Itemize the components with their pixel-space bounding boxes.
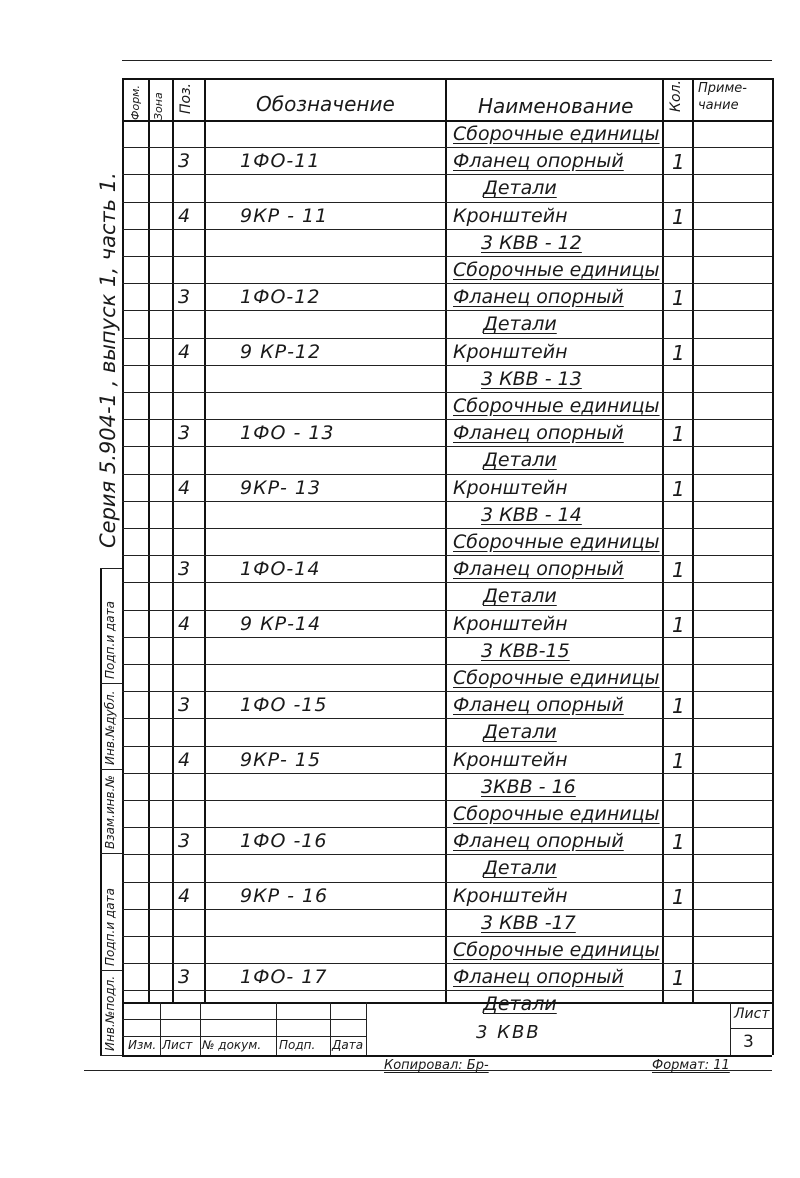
row-divider [122,664,772,665]
row-divider [122,147,772,148]
row-qty: 1 [672,830,685,855]
stamp-column-divider [160,1002,161,1055]
row-divider [122,882,772,883]
stamp-col-label: № докум. [202,1038,262,1052]
row-name: 3 КВВ - 14 [481,503,582,526]
column-divider-desig [204,78,206,1002]
row-qty: 1 [672,340,685,365]
row-pos: 3 [178,694,191,717]
row-divider [122,800,772,801]
doc-code: 3 КВВ [476,1022,541,1043]
row-name: 3 КВВ - 13 [481,367,582,390]
strip-label-inv_podl: Инв.№подл. [103,975,117,1051]
header-zone: Зона [152,92,165,120]
row-qty: 1 [672,286,685,311]
strip-label-podp_data_1: Подп.и дата [103,601,117,679]
row-designation: 1ФО - 13 [240,422,335,445]
column-divider-name [445,78,447,1002]
row-divider [122,365,772,366]
row-divider [122,338,772,339]
row-divider [122,773,772,774]
format-label: Формат: 11 [652,1058,730,1073]
row-designation: 1ФО -15 [240,694,328,717]
row-designation: 1ФО- 17 [240,966,328,989]
row-divider [122,746,772,747]
row-designation: 1ФО-11 [240,150,321,173]
row-name: Кронштейн [453,476,568,499]
row-qty: 1 [672,748,685,773]
stamp-col-label: Дата [332,1038,364,1052]
stamp-column-divider [330,1002,331,1055]
row-divider [122,392,772,393]
strip-divider [100,568,122,569]
row-designation: 9КР- 15 [240,748,322,771]
strip-divider [100,970,122,971]
row-name: Кронштейн [453,884,568,907]
row-pos: 3 [178,558,191,581]
frame-top-line [122,60,772,61]
header-name: Наименование [478,94,634,118]
row-name: Кронштейн [453,612,568,635]
row-designation: 9 КР-12 [240,340,322,363]
header-designation: Обозначение [256,92,395,116]
row-pos: 3 [178,150,191,173]
row-pos: 4 [178,884,191,907]
row-divider [122,202,772,203]
row-qty: 1 [672,884,685,909]
row-divider [122,909,772,910]
table-right-border [772,78,774,1055]
row-name: Детали [483,857,557,880]
row-designation: 1ФО-12 [240,286,321,309]
row-name: Фланец опорный [453,422,624,445]
row-name: Фланец опорный [453,830,624,853]
row-divider [122,501,772,502]
strip-divider [100,683,122,684]
row-name: Сборочные единицы [453,395,660,417]
stamp-sheet-divider [730,1002,731,1055]
row-name: Детали [483,313,557,336]
row-designation: 9КР - 11 [240,204,329,227]
strip-label-podp_data_2: Подп.и дата [103,888,117,966]
row-name: Детали [483,721,557,744]
row-pos: 4 [178,748,191,771]
stamp-column-divider [276,1002,277,1055]
row-qty: 1 [672,204,685,229]
stamp-top-border [122,1002,772,1004]
strip-divider [100,853,122,854]
series-caption: Серия 5.904-1 , выпуск 1, часть 1. [96,172,120,548]
stamp-col-label: Изм. [128,1038,157,1052]
header-format: Форм. [129,85,142,120]
row-name: Сборочные единицы [453,803,660,825]
row-pos: 3 [178,422,191,445]
row-name: Детали [483,449,557,472]
row-designation: 9КР- 13 [240,476,322,499]
row-name: Сборочные единицы [453,259,660,281]
row-pos: 3 [178,830,191,853]
row-pos: 4 [178,612,191,635]
row-name: Фланец опорный [453,966,624,989]
row-name: 3КВВ - 16 [481,775,576,798]
sheet-label: Лист [734,1006,770,1022]
row-divider [122,256,772,257]
row-qty: 1 [672,966,685,991]
row-name: Детали [483,177,557,200]
strip-label-vzam_inv: Взам.инв.№ [103,775,117,849]
column-divider-zone [148,78,150,1002]
row-designation: 9КР - 16 [240,884,329,907]
header-bottom-border [122,120,772,122]
row-divider [122,936,772,937]
row-name: Сборочные единицы [453,667,660,689]
row-qty: 1 [672,558,685,583]
strip-label-inv_dubl: Инв.№дубл. [103,690,117,765]
column-divider-pos [172,78,174,1002]
row-pos: 4 [178,204,191,227]
row-name: Сборочные единицы [453,531,660,553]
stamp-col-label: Лист [162,1038,193,1052]
row-divider [122,827,772,828]
row-divider [122,229,772,230]
row-divider [122,555,772,556]
row-qty: 1 [672,612,685,637]
stamp-column-divider [366,1002,367,1055]
stamp-column-divider [200,1002,201,1055]
row-name: Сборочные единицы [453,123,660,145]
row-designation: 1ФО-14 [240,558,321,581]
row-divider [122,474,772,475]
column-divider-note [692,78,694,1002]
strip-divider [100,1055,122,1056]
row-name: Фланец опорный [453,286,624,309]
row-pos: 3 [178,966,191,989]
row-qty: 1 [672,694,685,719]
row-qty: 1 [672,476,685,501]
row-divider [122,610,772,611]
header-note: Приме- чание [698,81,747,113]
row-name: Детали [483,993,557,1016]
row-divider [122,963,772,964]
copied-by: Копировал: Бр- [384,1058,489,1073]
strip-outer-border [100,568,102,1055]
row-designation: 9 КР-14 [240,612,322,635]
row-qty: 1 [672,150,685,175]
row-name: 3 КВВ -17 [481,911,576,934]
row-designation: 1ФО -16 [240,830,328,853]
row-pos: 3 [178,286,191,309]
row-divider [122,691,772,692]
stamp-sheet-line [730,1028,772,1029]
stamp-bottom-border [122,1055,772,1057]
header-pos: Поз. [178,83,194,114]
strip-divider [100,769,122,770]
row-pos: 4 [178,476,191,499]
row-divider [122,637,772,638]
header-qty: Кол. [668,80,684,112]
row-divider [122,528,772,529]
column-divider-qty [662,78,664,1002]
row-divider [122,283,772,284]
row-name: Фланец опорный [453,150,624,173]
row-name: 3 КВВ-15 [481,639,570,662]
row-divider [122,419,772,420]
row-name: Фланец опорный [453,558,624,581]
row-name: Кронштейн [453,748,568,771]
row-name: Фланец опорный [453,694,624,717]
sheet-number: 3 [743,1032,754,1052]
row-name: Кронштейн [453,340,568,363]
row-name: Детали [483,585,557,608]
stamp-col-label: Подп. [279,1038,316,1052]
row-name: Кронштейн [453,204,568,227]
row-qty: 1 [672,422,685,447]
row-pos: 4 [178,340,191,363]
row-name: 3 КВВ - 12 [481,231,582,254]
row-name: Сборочные единицы [453,939,660,961]
